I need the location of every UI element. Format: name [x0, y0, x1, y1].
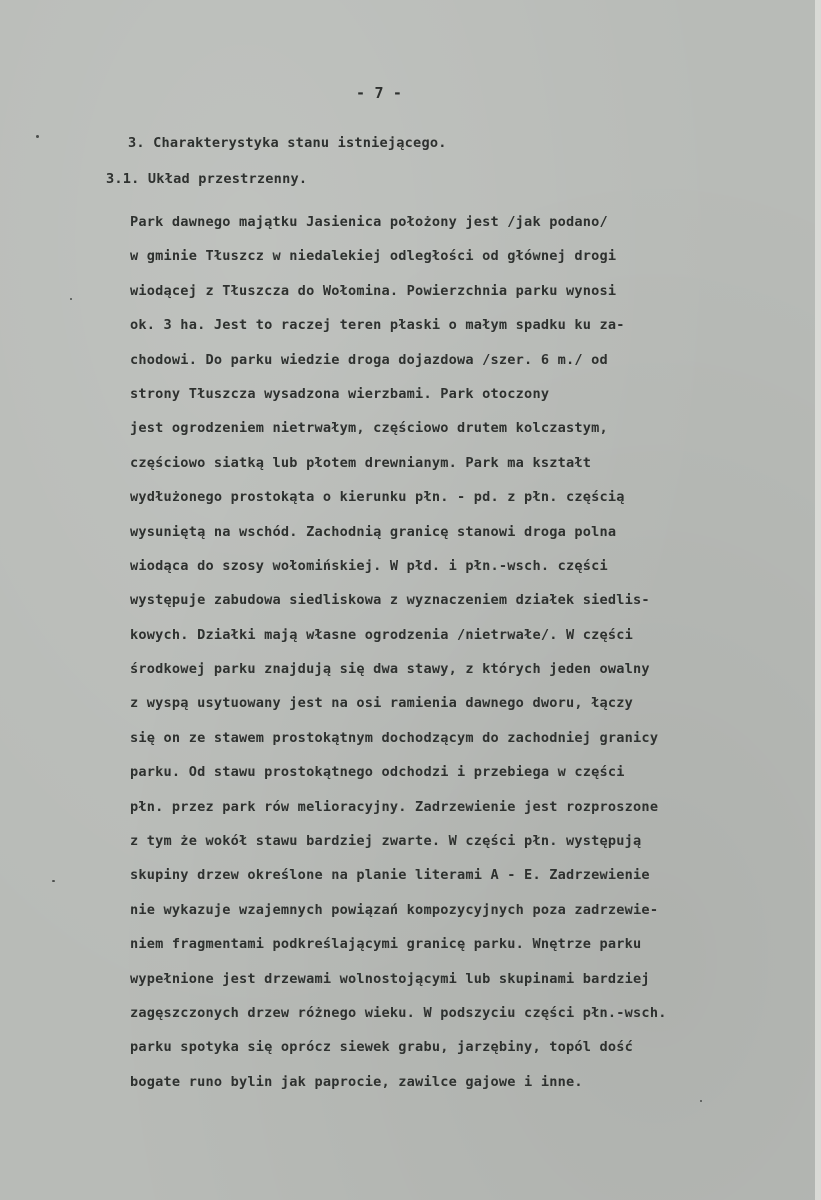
text-line: częściowo siatką lub płotem drewnianym. Park ma kształt — [130, 454, 592, 471]
page-edge — [815, 0, 821, 1200]
text-line: parku spotyka się oprócz siewek grabu, jarzębiny, topól dość — [130, 1039, 634, 1056]
paper-speck — [700, 1100, 702, 1102]
text-line: skupiny drzew określone na planie literami A - E. Zadrzewienie — [130, 867, 650, 884]
text-line: z wyspą usytuowany jest na osi ramienia dawnego dworu, łączy — [130, 695, 634, 712]
text-line: bogate runo bylin jak paprocie, zawilce gajowe i inne. — [130, 1073, 583, 1090]
paper-speck — [70, 298, 72, 300]
page-number: - 7 - — [356, 84, 403, 102]
text-line: wydłużonego prostokąta o kierunku płn. - pd. z płn. częścią — [130, 489, 625, 506]
body-text — [130, 205, 667, 1099]
text-line: Park dawnego majątku Jasienica położony jest /jak podano/ — [130, 214, 608, 230]
paper-speck — [36, 135, 39, 138]
text-line: kowych. Działki mają własne ogrodzenia /nietrwałe/. W części — [130, 626, 634, 643]
text-line: zagęszczonych drzew różnego wieku. W podszyciu części płn.-wsch. — [130, 1004, 667, 1021]
text-line: wypełnione jest drzewami wolnostojącymi lub skupinami bardziej — [130, 970, 650, 987]
text-line: w gminie Tłuszcz w niedalekiej odległości od głównej drogi — [130, 248, 617, 265]
text-line: się on ze stawem prostokątnym dochodzącym do zachodniej granicy — [130, 729, 659, 746]
text-line: występuje zabudowa siedliskowa z wyznaczeniem działek siedlis- — [130, 592, 650, 609]
text-line: środkowej parku znajdują się dwa stawy, z których jeden owalny — [130, 661, 650, 678]
text-line: wiodącej z Tłuszcza do Wołomina. Powierzchnia parku wynosi — [130, 282, 617, 299]
text-line: parku. Od stawu prostokątnego odchodzi i przebiega w części — [130, 764, 625, 781]
text-line: niem fragmentami podkreślającymi granicę parku. Wnętrze parku — [130, 936, 642, 953]
text-line: strony Tłuszcza wysadzona wierzbami. Park otoczony — [130, 385, 550, 402]
text-line: nie wykazuje wzajemnych powiązań kompozycyjnych poza zadrzewie- — [130, 901, 659, 918]
paper-speck — [52, 880, 55, 882]
text-line: chodowi. Do parku wiedzie droga dojazdowa /szer. 6 m./ od — [130, 351, 608, 368]
text-line: wiodąca do szosy wołomińskiej. W płd. i płn.-wsch. części — [130, 557, 608, 574]
text-line: wysuniętą na wschód. Zachodnią granicę stanowi droga polna — [130, 523, 617, 540]
text-line: z tym że wokół stawu bardziej zwarte. W części płn. występują — [130, 833, 642, 850]
subsection-heading: 3.1. Układ przestrzenny. — [106, 171, 308, 187]
section-heading: 3. Charakterystyka stanu istniejącego. — [128, 135, 447, 151]
text-line: jest ogrodzeniem nietrwałym, częściowo drutem kolczastym, — [130, 420, 608, 437]
text-line: płn. przez park rów melioracyjny. Zadrzewienie jest rozproszone — [130, 798, 659, 815]
text-line: ok. 3 ha. Jest to raczej teren płaski o małym spadku ku za- — [130, 317, 625, 334]
